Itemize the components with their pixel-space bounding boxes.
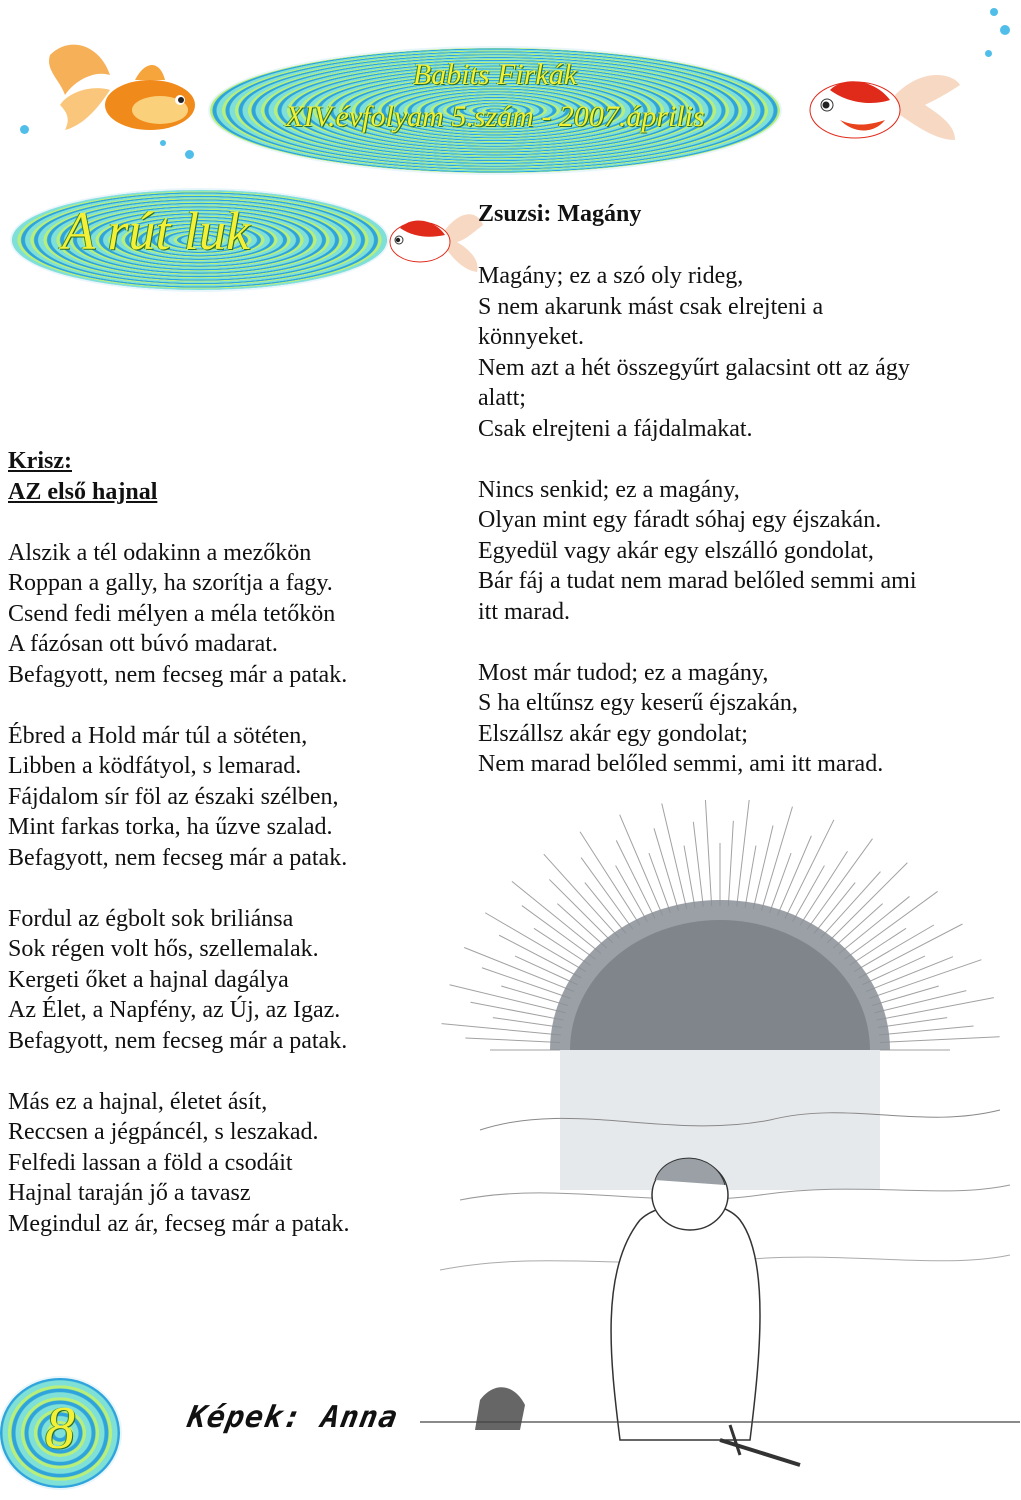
poem-line: Fordul az égbolt sok briliánsa [8,905,294,932]
poem-line: Libben a ködfátyol, s lemarad. [8,753,302,779]
page-number: 8 [45,1395,75,1461]
poem-line: itt marad. [478,598,570,625]
poem-stanza [8,1087,448,1240]
section-banner [12,190,387,290]
goldfish-icon [385,200,485,280]
poem-stanza [478,475,1008,628]
poem-line: Reccsen a jégpáncél, s leszakad. [8,1119,319,1145]
bubble [20,125,29,134]
poem-line: A fázósan ott búvó madarat. [8,631,278,657]
poem-line: Magány; ez a szó oly rideg, [478,263,744,289]
poem-line: Olyan mint egy fáradt sóhaj egy éjszakán. [478,507,882,533]
page-number-badge [0,1378,120,1488]
image-credit: Képek: Anna [184,1400,401,1435]
poem-stanza [478,658,1008,780]
poem-line: Nem marad belőled semmi, ami itt marad. [478,751,884,777]
poem-line: Befagyott, nem fecseg már a patak. [8,844,348,871]
poem-line: Megindul az ár, fecseg már a patak. [8,1210,350,1237]
poem-line: S nem akarunk mást csak elrejteni a [478,293,824,320]
goldfish-icon [805,55,965,155]
left-poem [8,446,448,1270]
poem-line: Egyedül vagy akár egy elszálló gondolat, [478,537,874,564]
poem-stanza [8,721,448,874]
poem-line: Befagyott, nem fecseg már a patak. [8,661,348,688]
poem-line: Mint farkas torka, ha űzve szalad. [8,814,333,840]
goldfish-icon [40,35,200,145]
poem-line: Csak elrejteni a fájdalmakat. [478,415,753,442]
poem-line: Az Élet, a Napfény, az Új, az Igaz. [8,997,341,1023]
bubble [185,150,194,159]
poem-line: Elszállsz akár egy gondolat; [478,720,748,747]
poem-line: könnyeket. [478,324,584,350]
bubble [985,50,992,57]
poem-stanza [478,261,1008,444]
poem-line: alatt; [478,385,526,411]
poem-line: Nincs senkid; ez a magány, [478,476,740,503]
poem-line: S ha eltűnsz egy keserű éjszakán, [478,690,798,716]
sun-sketch-illustration [420,800,1020,1490]
poem-stanza [8,538,448,691]
poem-title: Zsuzsi: Magány [478,201,642,227]
poem-line: Roppan a gally, ha szorítja a fagy. [8,570,333,596]
header-issue: XIV.évfolyam 5.szám - 2007.április [285,100,705,133]
poem-line: Hajnal taraján jő a tavasz [8,1180,251,1206]
poem-line: Bár fáj a tudat nem marad belőled semmi ami [478,568,917,594]
section-title: A rút luk [62,201,250,261]
bubble [990,8,998,16]
poem-author: Krisz: [8,448,72,474]
header-title: Babits Firkák [412,58,578,91]
header-banner [210,48,780,173]
poem-line: Ébred a Hold már túl a sötéten, [8,722,308,749]
poem-stanza [8,904,448,1057]
poem-line: Felfedi lassan a föld a csodáit [8,1149,293,1176]
poem-title: AZ első hajnal [8,478,158,505]
poem-line: Most már tudod; ez a magány, [478,659,769,686]
poem-line: Csend fedi mélyen a méla tetőkön [8,600,336,627]
poem-line: Alszik a tél odakinn a mezőkön [8,539,312,566]
poem-line: Befagyott, nem fecseg már a patak. [8,1027,348,1054]
poem-stanzas [8,538,448,1240]
poem-line: Nem azt a hét összegyűrt galacsint ott az ágy [478,354,910,381]
poem-line: Kergeti őket a hajnal dagálya [8,966,289,993]
right-poem [478,199,1008,810]
poem-stanzas [478,261,1008,780]
poem-line: Fájdalom sír föl az északi szélben, [8,783,339,810]
bubble [1000,25,1010,35]
poem-line: Sok régen volt hős, szellemalak. [8,936,319,962]
poem-line: Más ez a hajnal, életet ásít, [8,1088,268,1115]
